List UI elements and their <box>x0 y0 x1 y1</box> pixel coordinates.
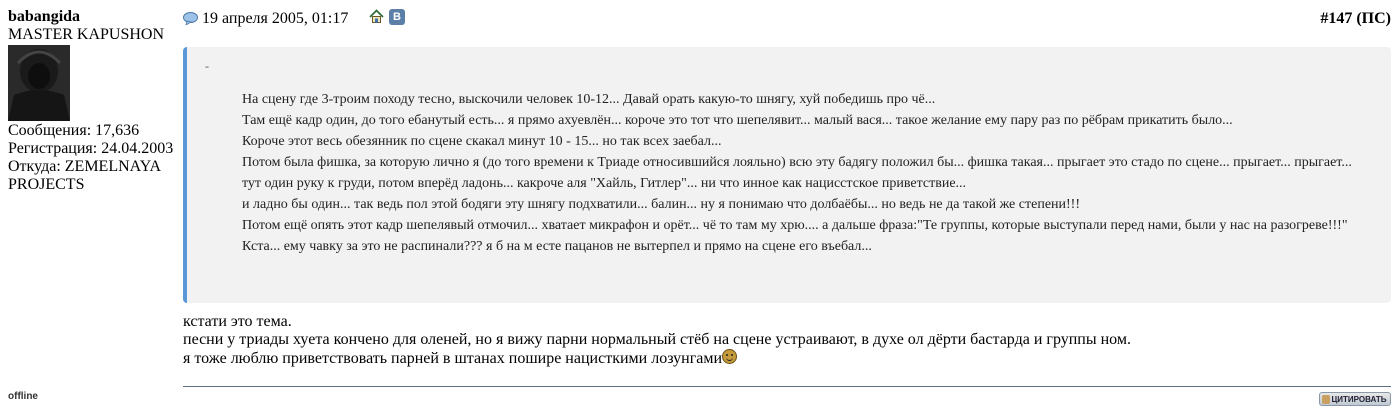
quote-button[interactable]: ЦИТИРОВАТЬ <box>1319 392 1391 406</box>
quote-line: и ладно бы один... так ведь пол этой бодяги эту шнягу подхватили... балин... ну я понимаю что долбаёбы... но ведь не да такой же степени!!! <box>242 197 1080 212</box>
user-title: MASTER KAPUSHON <box>8 26 165 43</box>
quote-line: Короче этот весь обезянник по сцене скакал минут 10 - 15... но так всех заебал... <box>242 134 722 149</box>
quote-author: - <box>205 59 209 73</box>
post-body-line: я тоже люблю приветствовать парней в штанах пошире нацисткими лозунгами <box>183 350 723 367</box>
quote-line: Там ещё кадр один, до того ебанутый есть... я прямо ахуевлён... короче это тот что шепелявит... малый вася... такое желание ему пару раз по рёбрам прикатить было... <box>242 113 1233 128</box>
post-body-line-with-smile <box>183 349 1131 368</box>
post-body-line: песни у триады хуета кончено для оленей, но я вижу парни нормальный стёб на сцене устраивают, в духе ол дёрти бастарда и группы ном. <box>183 331 1131 348</box>
quote-line: Кста... ему чавку за это не распинали??? я б на м есте пацанов не вытерпел и прямо на сцене его въебал... <box>242 239 872 254</box>
quote-line: На сцену где 3-троим походу тесно, выскочили человек 10-12... Давай орать какую-то шнягу, хуй победишь про чё... <box>242 92 936 107</box>
username[interactable]: babangida <box>8 8 81 25</box>
quote-line: Потом ещё опять этот кадр шепелявый отмочил... хватает микрафон и орёт... чё то там му хрю.... а дальше фраза:"Те группы, которые выступали перед нами, были у нас на разогреве!!!" <box>242 218 1348 233</box>
post-divider <box>183 386 1391 387</box>
quote-text <box>242 89 1352 257</box>
post-number[interactable] <box>1320 10 1391 28</box>
user-location: Откуда: ZEMELNAYA PROJECTS <box>8 158 161 193</box>
post-bubble-icon <box>183 12 198 25</box>
ps-link[interactable]: (ПС) <box>1356 10 1391 27</box>
user-registered: Регистрация: 24.04.2003 <box>8 140 174 157</box>
quote-block <box>183 47 1391 303</box>
smile-icon <box>722 349 737 364</box>
status-offline: offline <box>8 391 38 402</box>
post-body-line: кстати это тема. <box>183 313 292 330</box>
quote-line: Потом была фишка, за которую лично я (до того времени к Триаде относившийся лояльно) всю эту бадягу положил бы... фишка такая... прыгает это стадо по сцене... прыгает... прыгает... тут один руку к груди, потом вперёд ладонь... какроче аля "Хайль, Гитлер"... ни что инное как нацисстское приветствие... <box>242 155 1352 191</box>
post-header <box>183 9 1391 29</box>
post-number-link[interactable]: #147 <box>1320 10 1353 27</box>
post-date: 19 апреля 2005, 01:17 <box>202 10 349 27</box>
vk-share-icon[interactable]: В <box>389 9 405 25</box>
post-body <box>183 313 1131 368</box>
avatar <box>8 45 70 121</box>
home-icon[interactable] <box>369 9 384 24</box>
user-info <box>8 8 180 194</box>
user-posts-count: Сообщения: 17,636 <box>8 122 140 139</box>
